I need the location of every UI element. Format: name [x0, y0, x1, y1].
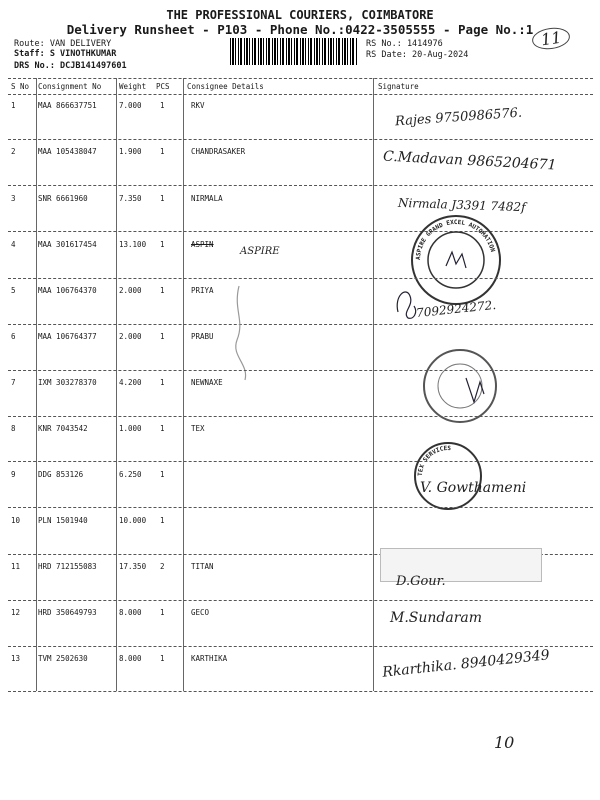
row-signature: C.Madavan 9865204671 [382, 148, 557, 174]
row-weight: 4.200 [119, 378, 142, 387]
col-header-signature: Signature [378, 82, 419, 91]
row-sno: 7 [11, 378, 16, 387]
row-rule [8, 416, 593, 417]
row-weight: 8.000 [119, 654, 142, 663]
row-sno: 12 [11, 608, 21, 617]
stamp-text: TEX SERVICES [416, 444, 452, 477]
row-pcs: 2 [160, 562, 165, 571]
row-weight: 2.000 [119, 332, 142, 341]
row-weight: 8.000 [119, 608, 142, 617]
row-weight: 7.350 [119, 194, 142, 203]
row-consignment: MAA 866637751 [38, 101, 97, 110]
faded-stamp [418, 346, 504, 426]
rs-date: RS Date: 20-Aug-2024 [366, 50, 469, 60]
row-rule [8, 139, 593, 140]
row-consignment: IXM 303278370 [38, 378, 97, 387]
row-signature: Rajes 9750986576. [394, 105, 523, 130]
row-consignee: PRIYA [191, 286, 214, 295]
row-sno: 2 [11, 147, 16, 156]
row-rule [8, 507, 593, 508]
row-signature: M.Sundaram [390, 610, 483, 626]
row-rule [8, 461, 593, 462]
route-label: Route: VAN DELIVERY [14, 39, 112, 49]
rs-number: RS No.: 1414976 [366, 39, 443, 49]
handwritten-note: ASPIRE [240, 246, 280, 257]
row-weight: 1.900 [119, 147, 142, 156]
row-sno: 5 [11, 286, 16, 295]
row-consignment: MAA 301617454 [38, 240, 97, 249]
row-consignment: TVM 2502630 [38, 654, 88, 663]
table-bottom-rule [8, 691, 593, 692]
row-consignment: HRD 712155083 [38, 562, 97, 571]
row-pcs: 1 [160, 286, 165, 295]
row-pcs: 1 [160, 470, 165, 479]
row-consignment: MAA 105438047 [38, 147, 97, 156]
stamp-text: ASPIRE GRAND EXCEL AUTOMATION [414, 218, 497, 261]
row-sno: 10 [11, 516, 21, 525]
row-signature: D.Gour. [396, 574, 446, 589]
row-rule [8, 231, 593, 232]
row-pcs: 1 [160, 194, 165, 203]
row-consignment: DDG 853126 [38, 470, 84, 479]
row-consignee: GECO [191, 608, 210, 617]
row-weight: 17.350 [119, 562, 147, 571]
row-weight: 10.000 [119, 516, 147, 525]
footer-handwritten-number: 10 [494, 733, 515, 752]
row-pcs: 1 [160, 147, 165, 156]
col-header-sno: S No [11, 82, 30, 91]
row-consignee: CHANDRASAKER [191, 147, 246, 156]
row-weight: 1.000 [119, 424, 142, 433]
signature-scribble [225, 280, 265, 390]
row-sno: 6 [11, 332, 16, 341]
row-consignee: KARTHIKA [191, 654, 228, 663]
row-consignee: TEX [191, 424, 205, 433]
row-sno: 1 [11, 101, 16, 110]
row-sno: 4 [11, 240, 16, 249]
row-sno: 3 [11, 194, 16, 203]
row-signature: 7092924272. [415, 297, 497, 321]
drs-label: DRS No.: DCJB141497601 [14, 61, 127, 71]
handwritten-page-mark: 11 [531, 25, 572, 51]
row-sno: 9 [11, 470, 16, 479]
row-consignment: KNR 7043542 [38, 424, 88, 433]
row-pcs: 1 [160, 101, 165, 110]
header-rule [8, 94, 593, 95]
company-title: THE PROFESSIONAL COURIERS, COIMBATORE [166, 8, 434, 22]
col-header-consignee: Consignee Details [187, 82, 264, 91]
row-rule [8, 600, 593, 601]
col-header-pcs: PCS [156, 82, 170, 91]
row-consignee: NEWNAXE [191, 378, 223, 387]
row-sno: 11 [11, 562, 21, 571]
row-consignee: PRABU [191, 332, 214, 341]
row-signature: Rkarthika. 8940429349 [381, 647, 551, 681]
row-weight: 2.000 [119, 286, 142, 295]
row-rule [8, 185, 593, 186]
row-pcs: 1 [160, 516, 165, 525]
row-rule [8, 278, 593, 279]
row-rule [8, 324, 593, 325]
runsheet-title: Delivery Runsheet - P103 - Phone No.:0422-3505555 - Page No.:1 [66, 22, 534, 37]
col-header-weight: Weight [119, 82, 147, 91]
row-rule [8, 370, 593, 371]
table-top-rule [8, 78, 593, 79]
row-weight: 7.000 [119, 101, 142, 110]
row-consignee: RKV [191, 101, 205, 110]
barcode [230, 38, 358, 65]
row-rule [8, 646, 593, 647]
row-weight: 6.250 [119, 470, 142, 479]
row-pcs: 1 [160, 378, 165, 387]
col-header-consignment: Consignment No [38, 82, 102, 91]
row-consignment: MAA 106764377 [38, 332, 97, 341]
row-consignment: MAA 106764370 [38, 286, 97, 295]
row-pcs: 1 [160, 654, 165, 663]
row-consignment: SNR 6661960 [38, 194, 88, 203]
row-consignee: NIRMALA [191, 194, 223, 203]
row-consignee: ASPIN [191, 240, 214, 249]
row-pcs: 1 [160, 424, 165, 433]
staff-label: Staff: S VINOTHKUMAR [14, 49, 117, 59]
row-sno: 13 [11, 654, 21, 663]
row-consignee: TITAN [191, 562, 214, 571]
row-pcs: 1 [160, 608, 165, 617]
row-signature: Nirmala J3391 7482f [397, 195, 526, 215]
row-consignment: HRD 350649793 [38, 608, 97, 617]
row-signature: V. Gowthameni [420, 480, 527, 496]
tex-stamp [412, 440, 484, 512]
row-consignment: PLN 1501940 [38, 516, 88, 525]
row-pcs: 1 [160, 240, 165, 249]
row-sno: 8 [11, 424, 16, 433]
company-stamp [408, 212, 504, 308]
row-weight: 13.100 [119, 240, 147, 249]
row-pcs: 1 [160, 332, 165, 341]
